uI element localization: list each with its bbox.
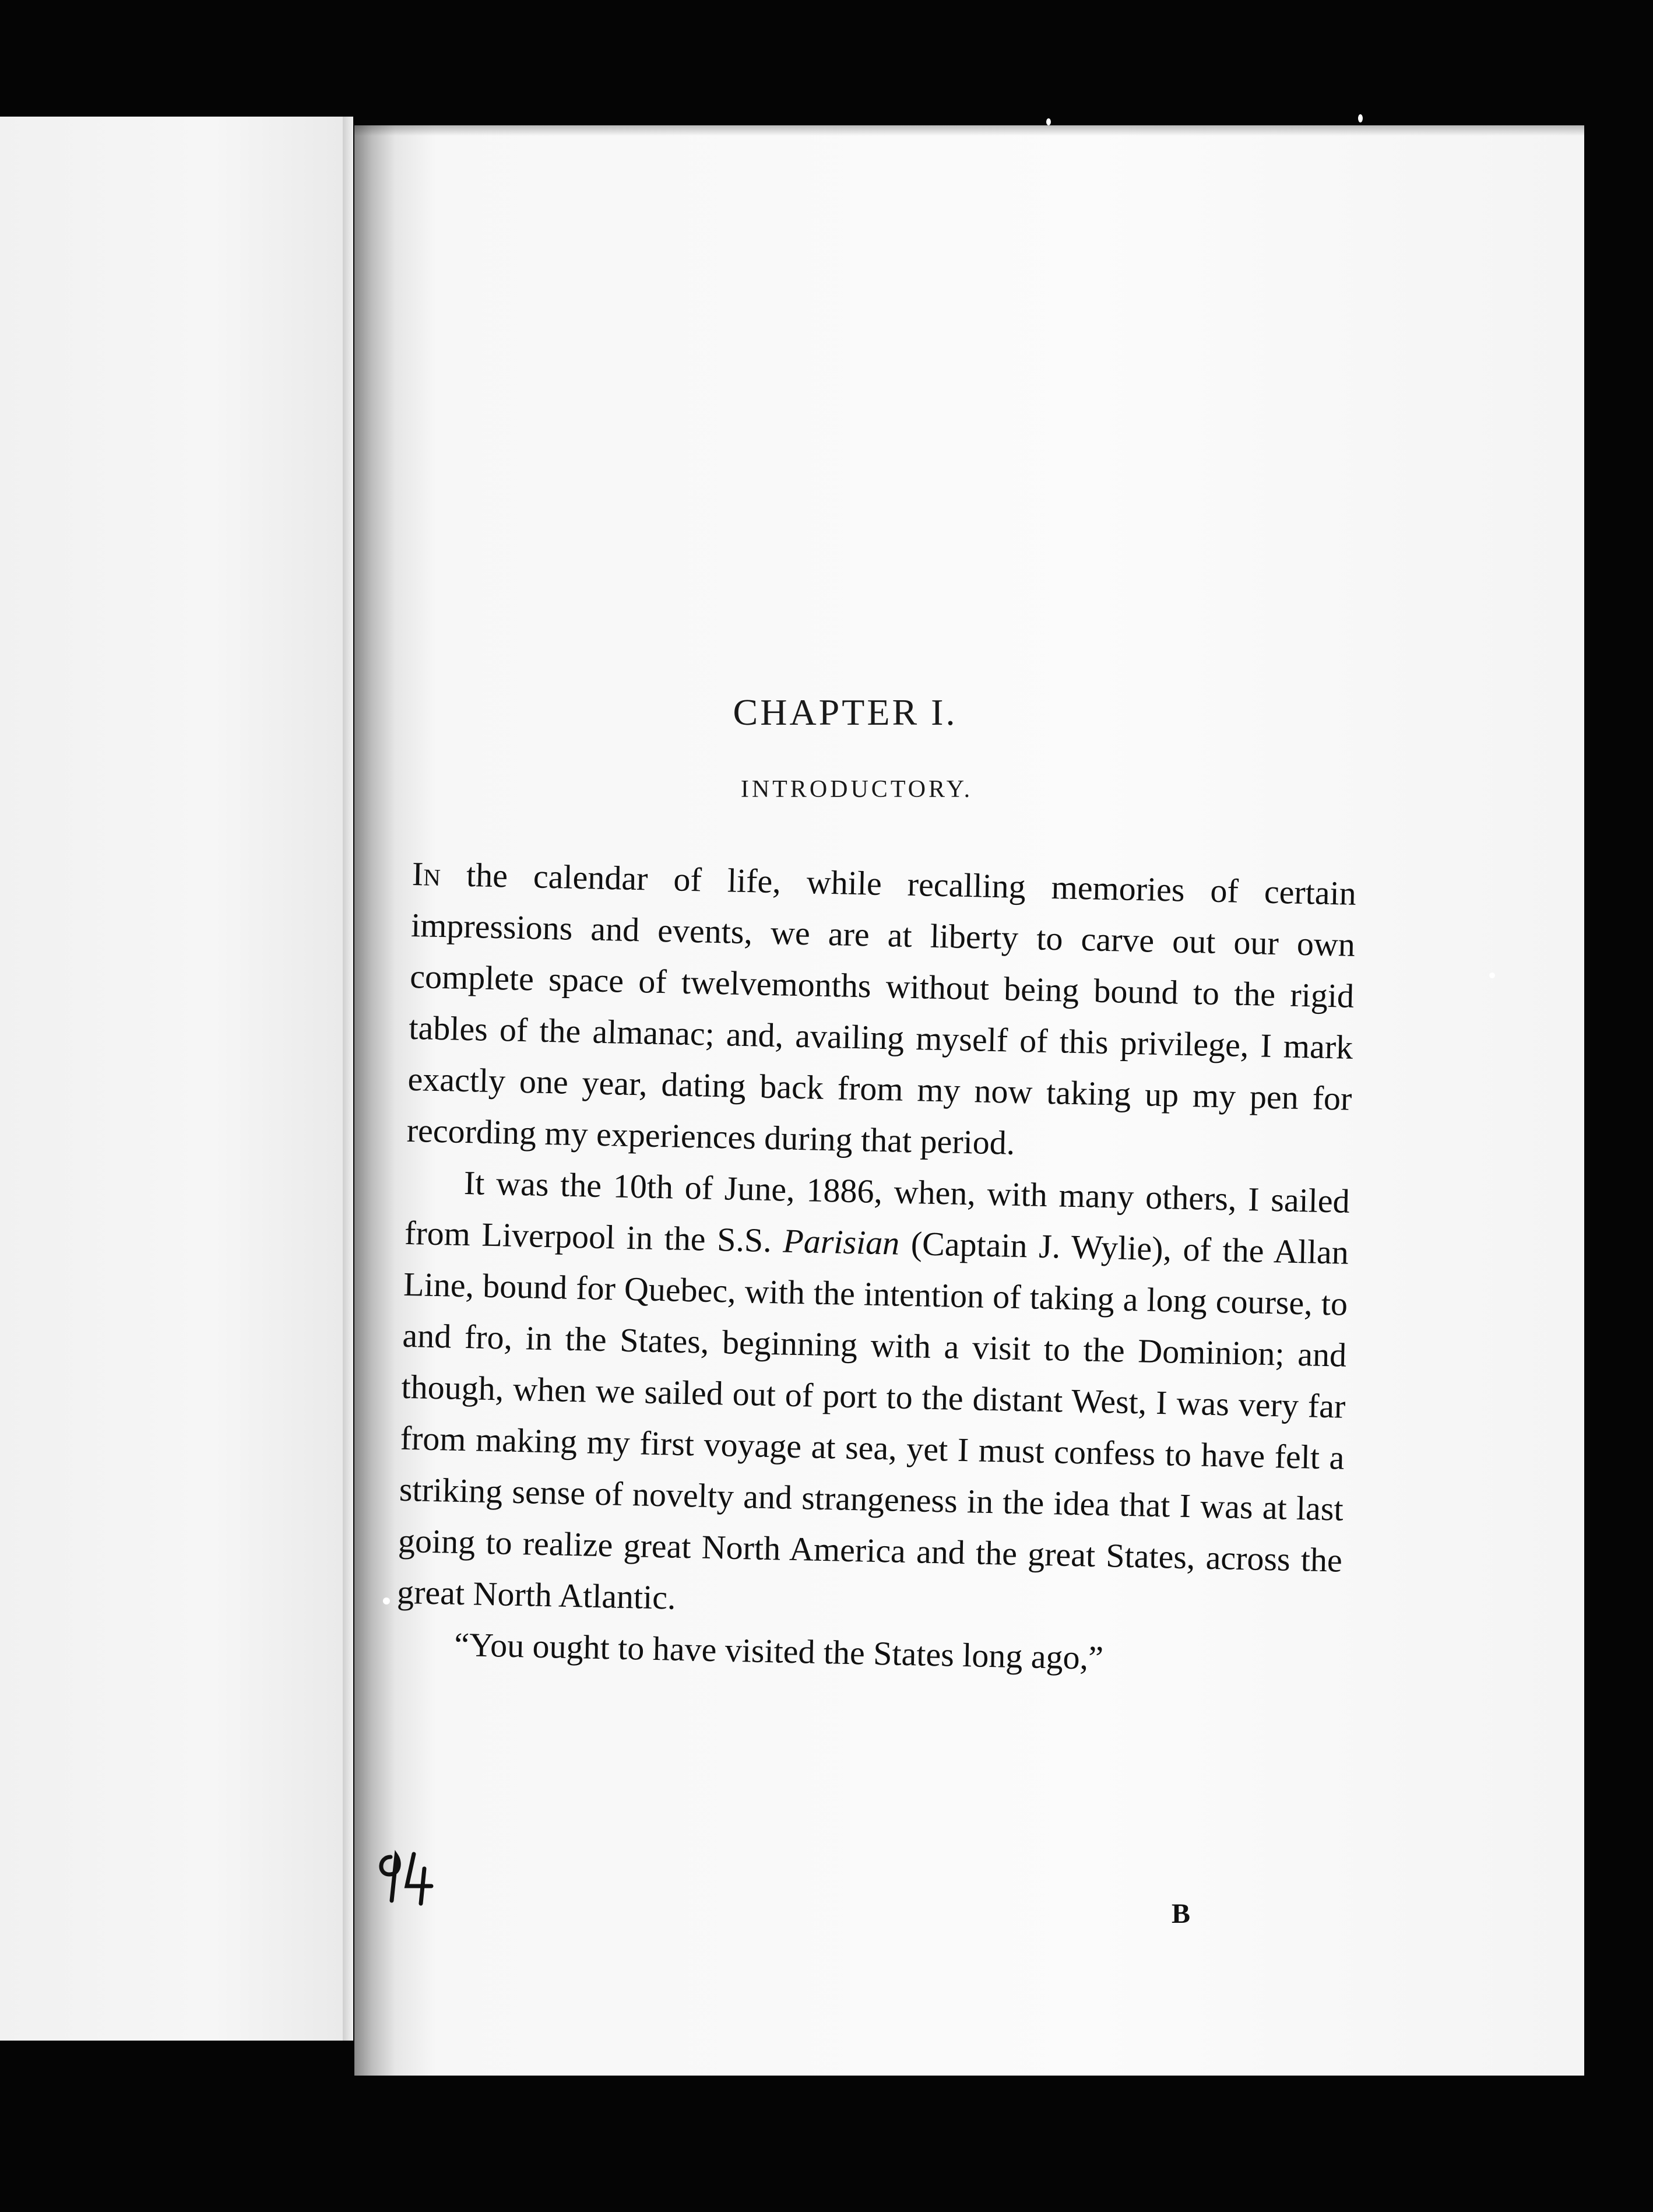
paragraph-2-text-a: It was the 10th of June, 1886, when, with many others, I sailed from Liverpool in the S.S.: [404, 1163, 1350, 1260]
chapter-title: CHAPTER I.: [733, 691, 958, 733]
chapter-subtitle: INTRODUCTORY.: [740, 776, 973, 803]
scan-speck: [383, 1597, 390, 1604]
ship-name-italic: Parisian: [782, 1221, 900, 1262]
page-top-shadow: [354, 125, 1584, 136]
signature-mark: B: [1172, 1898, 1191, 1929]
paragraph-1-text: the calendar of life, while recalling memories of certain impressions and events, we are at liberty to carve out our own complete space of twelvemonths without being bound to the rigid tables of the almanac; and, availing myself of this privilege, I mark exactly one year, dating back from my now taking up my pen for recording my experiences during that period.: [406, 855, 1357, 1162]
opening-small-caps: In: [412, 854, 441, 894]
scan-speck: [1046, 118, 1051, 125]
left-page-edge: [343, 117, 353, 2041]
scan-speck: [1358, 114, 1363, 122]
facing-left-page: [0, 117, 353, 2041]
paragraph-2-text-b: (Captain J. Wylie), of the Allan Line, bound for Quebec, with the intention of taking a long course, to and fro, in the States, beginning with a visit to the Dominion; and though, when we sailed out of port to the distant West, I was very far from making my first voyage at sea, yet I must confess to have felt a striking sense of novelty and strangeness in the idea that I was at last going to realize great North America and the great States, across the great North Atlantic.: [396, 1224, 1349, 1617]
paragraph-1: [406, 848, 1357, 1176]
chapter-body: [396, 848, 1357, 1689]
paragraph-2: [396, 1156, 1350, 1638]
handwritten-annotation-mark: [373, 1845, 443, 1909]
scan-speck: [1489, 972, 1495, 978]
paragraph-3-text: “You ought to have visited the States long ago,”: [453, 1625, 1104, 1677]
